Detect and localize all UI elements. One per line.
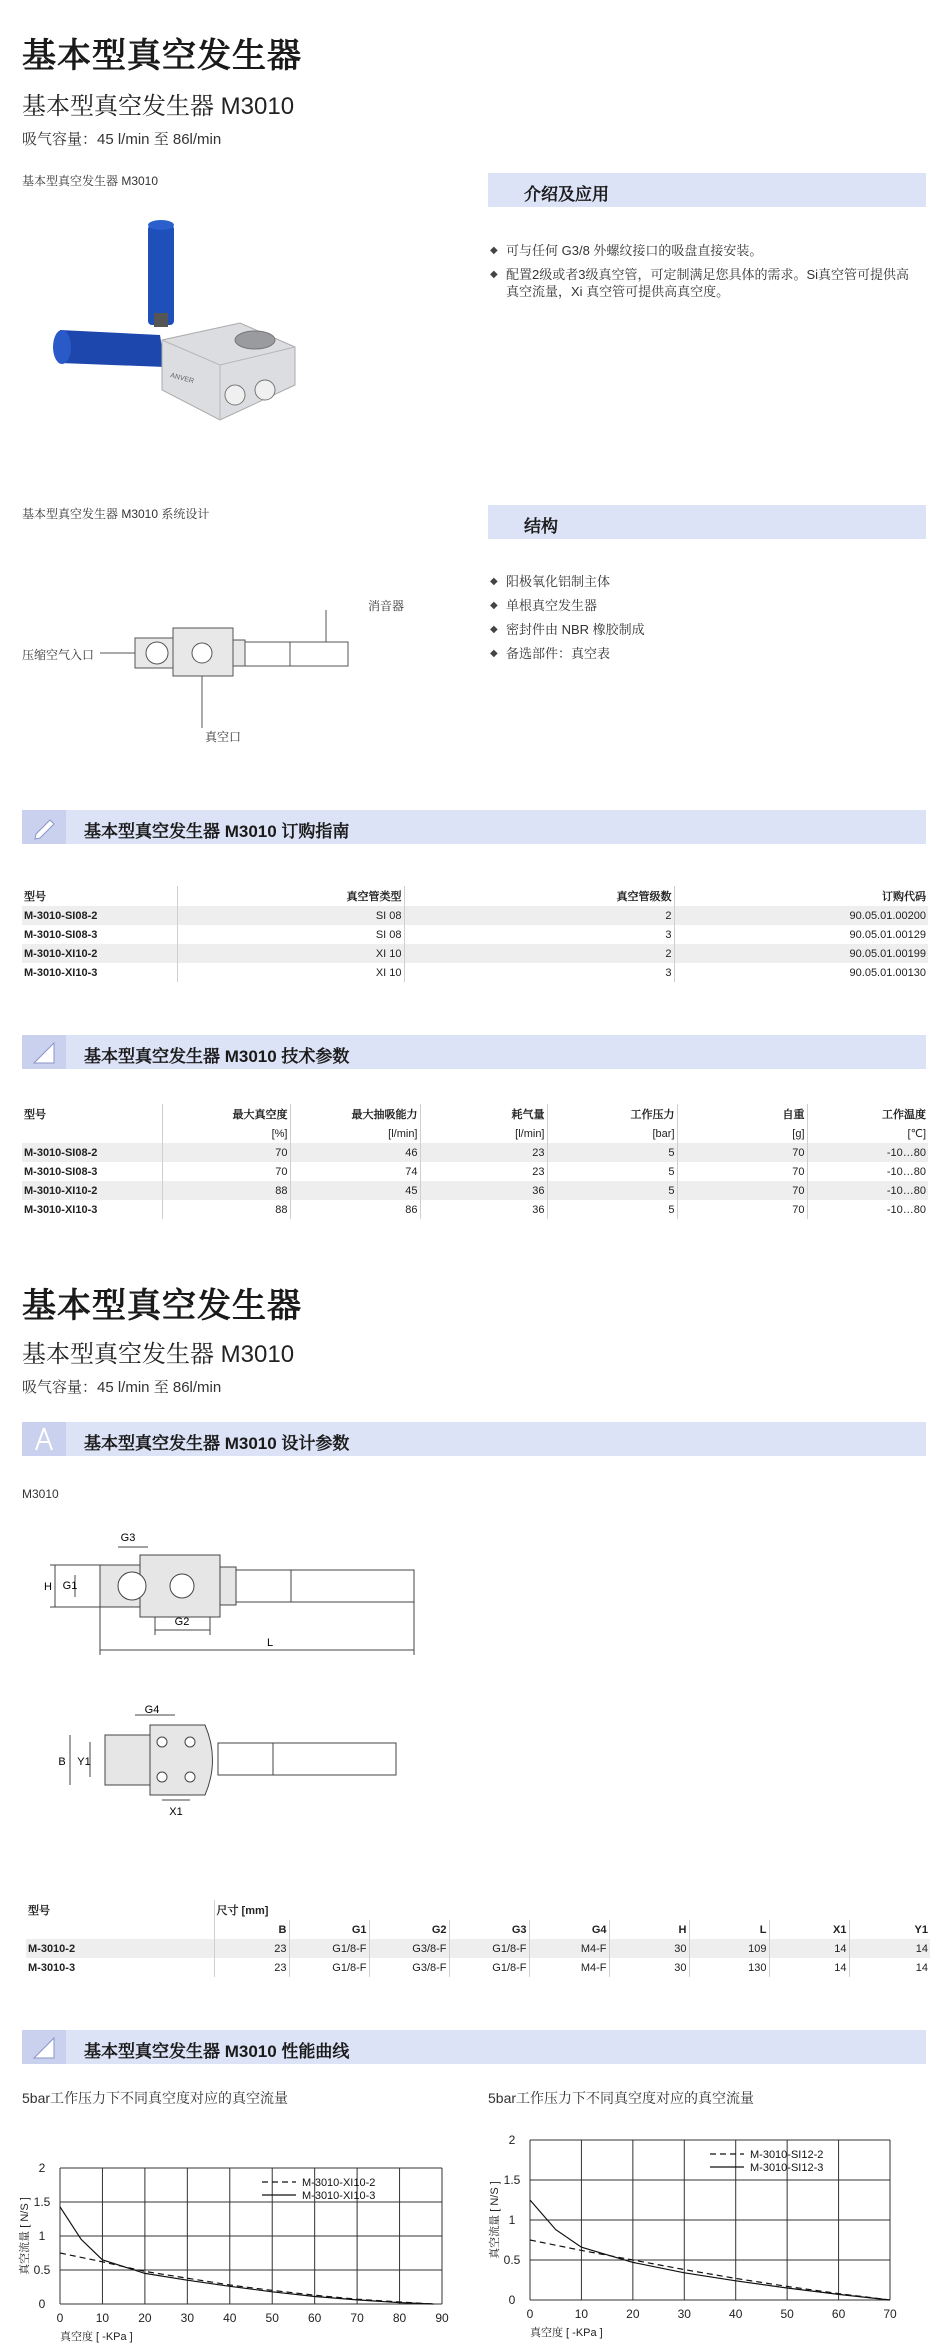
table-row: M-3010-SI08-3 SI 08 3 90.05.01.00129 (22, 925, 928, 944)
design-header-dims: 尺寸 [mm] (214, 1900, 930, 1920)
x-tick-label: 50 (780, 2307, 794, 2321)
design-col: L (689, 1920, 769, 1939)
performance-chart-2 (488, 2130, 928, 2344)
y-tick-label: 0 (38, 2297, 46, 2311)
dim-label-b: B (58, 1756, 66, 1768)
legend-label: M-3010-SI12-3 (750, 2162, 824, 2174)
compass-icon (22, 1422, 66, 1456)
intro-bullet: ◆ 配置2级或者3级真空管，可定制满足您具体的需求。Si真空管可提供高真空流量，Xi 真空管可提供高真空度。 (490, 266, 920, 300)
x-tick-label: 70 (350, 2311, 364, 2325)
tech-table (22, 1104, 928, 1219)
y-tick-label: 1 (508, 2213, 516, 2227)
table-row: M-3010-XI10-2 XI 10 2 90.05.01.00199 (22, 944, 928, 963)
legend-label: M-3010-SI12-2 (750, 2149, 824, 2161)
x-tick-label: 40 (729, 2307, 743, 2321)
y-tick-label: 1.5 (503, 2173, 521, 2187)
structure-bullet: ◆ 单根真空发生器 (490, 597, 920, 614)
dim-label-x1: X1 (169, 1806, 183, 1818)
design-caption: M3010 (22, 1487, 59, 1501)
x-tick-label: 60 (307, 2311, 322, 2325)
x-tick-label: 20 (138, 2311, 152, 2325)
muffler (290, 642, 348, 666)
table-row: M-3010-SI08-3 70 74 23 5 70 -10…80 (22, 1162, 928, 1181)
y-tick-label: 1 (38, 2229, 46, 2243)
tech-header: 自重 (677, 1104, 807, 1124)
tech-header: 最大真空度 (162, 1104, 290, 1124)
legend-label: M-3010-XI10-2 (302, 2177, 376, 2189)
structure-title: 结构 (524, 517, 558, 536)
series-line (530, 2200, 890, 2300)
unit-label: [l/min] (290, 1124, 420, 1143)
x-tick-label: 50 (265, 2311, 279, 2325)
design-col: Y1 (849, 1920, 930, 1939)
order-bar (22, 810, 926, 844)
series-line (530, 2240, 890, 2300)
capacity-text-2: 吸气容量：45 l/min 至 86l/min (22, 1379, 222, 1396)
structure-bar (488, 505, 926, 539)
product-image (50, 205, 330, 450)
table-row: M-3010-2 23 G1/8-F G3/8-F G1/8-F M4-F 30 109 14 14 (26, 1939, 930, 1958)
y-axis-label: 真空流量 [ N/S ] (19, 2197, 31, 2275)
table-row: M-3010-SI08-2 70 46 23 5 70 -10…80 (22, 1143, 928, 1162)
x-axis-label: 真空度 [ -KPa ] (530, 2327, 603, 2339)
x-tick-label: 20 (626, 2307, 640, 2321)
series-line (60, 2253, 434, 2304)
performance-title: 基本型真空发生器 M3010 性能曲线 (84, 2042, 350, 2061)
x-tick-label: 30 (180, 2311, 195, 2325)
dim-label-l: L (266, 1637, 274, 1649)
tech-header: 工作压力 (547, 1104, 677, 1124)
capacity-text: 吸气容量：45 l/min 至 86l/min (22, 131, 222, 148)
x-tick-label: 10 (95, 2311, 110, 2325)
design-col: G1 (289, 1920, 369, 1939)
product-title: 基本型真空发生器 M3010 (22, 93, 295, 120)
unit-label: [℃] (807, 1124, 928, 1143)
intro-bullets (490, 242, 920, 307)
tech-header: 型号 (24, 1109, 46, 1121)
x-tick-label: 0 (526, 2307, 534, 2321)
structure-bullet: ◆ 阳极氧化铝制主体 (490, 573, 920, 590)
x-tick-label: 70 (883, 2307, 897, 2321)
unit-label: [%] (162, 1124, 290, 1143)
y-tick-label: 2 (508, 2133, 516, 2147)
performance-bar (22, 2030, 926, 2064)
vacuum-port (192, 643, 212, 663)
x-tick-label: 10 (574, 2307, 589, 2321)
tube-top (148, 220, 174, 230)
chart-2-title: 5bar工作压力下不同真空度对应的真空流量 (488, 2090, 755, 2106)
top-port (235, 331, 275, 349)
design-col: H (609, 1920, 689, 1939)
unit-label: [g] (677, 1124, 807, 1143)
chart-1-title: 5bar工作压力下不同真空度对应的真空流量 (22, 2090, 289, 2106)
pencil-icon (22, 810, 66, 844)
aluminium-body (162, 323, 295, 420)
product-title-2: 基本型真空发生器 M3010 (22, 1341, 295, 1368)
tube-thread (154, 313, 168, 327)
design-col: G4 (529, 1920, 609, 1939)
page-title-2: 基本型真空发生器 (22, 1287, 302, 1325)
order-header: 真空管级数 (404, 886, 674, 906)
x-tick-label: 0 (56, 2311, 64, 2325)
unit-label: [bar] (547, 1124, 677, 1143)
dim-label-g2: G2 (174, 1616, 190, 1628)
order-header: 真空管类型 (177, 886, 404, 906)
performance-chart-1 (19, 2160, 462, 2344)
side-port-2 (255, 380, 275, 400)
x-tick-label: 30 (677, 2307, 691, 2321)
intro-title: 介绍及应用 (524, 185, 609, 204)
order-table (22, 886, 928, 982)
design-bar (22, 1422, 926, 1456)
table-row: M-3010-XI10-3 88 86 36 5 70 -10…80 (22, 1200, 928, 1219)
x-tick-label: 90 (435, 2311, 449, 2325)
design-col: G2 (369, 1920, 449, 1939)
structure-bullet: ◆ 备选部件：真空表 (490, 645, 920, 662)
design-header-model: 型号 (28, 1905, 50, 1917)
product-caption: 基本型真空发生器 M3010 (22, 174, 159, 188)
table-row: M-3010-XI10-3 XI 10 3 90.05.01.00130 (22, 963, 928, 982)
system-caption: 基本型真空发生器 M3010 系统设计 (22, 507, 210, 521)
order-title: 基本型真空发生器 M3010 订购指南 (84, 822, 350, 841)
body-logo: ANVER (169, 372, 195, 386)
unit-label: [l/min] (420, 1124, 547, 1143)
chart-icon (22, 2030, 66, 2064)
structure-bullets (490, 573, 920, 669)
design-title: 基本型真空发生器 M3010 设计参数 (84, 1434, 350, 1453)
order-header: 订购代码 (674, 886, 928, 906)
design-col: G3 (449, 1920, 529, 1939)
y-tick-label: 0 (508, 2293, 516, 2307)
label-air-inlet: 压缩空气入口 (22, 648, 95, 662)
y-tick-label: 2 (38, 2161, 46, 2175)
y-tick-label: 0.5 (33, 2263, 51, 2277)
tech-header: 最大抽吸能力 (290, 1104, 420, 1124)
dim-label-y1: Y1 (77, 1756, 91, 1768)
label-muffler: 消音器 (368, 599, 405, 613)
y-tick-label: 1.5 (33, 2195, 51, 2209)
dim-label-g3: G3 (120, 1532, 136, 1544)
table-row: M-3010-3 23 G1/8-F G3/8-F G1/8-F M4-F 30 130 14 14 (26, 1958, 930, 1977)
structure-bullet: ◆ 密封件由 NBR 橡胶制成 (490, 621, 920, 638)
tech-bar (22, 1035, 926, 1069)
x-tick-label: 80 (392, 2311, 407, 2325)
y-axis-label: 真空流量 [ N/S ] (489, 2181, 501, 2259)
intro-bar (488, 173, 926, 207)
intro-bullet: ◆ 可与任何 G3/8 外螺纹接口的吸盘直接安装。 (490, 242, 920, 259)
table-row: M-3010-XI10-2 88 45 36 5 70 -10…80 (22, 1181, 928, 1200)
dim-label-g4: G4 (144, 1704, 160, 1716)
x-axis-label: 真空度 [ -KPa ] (60, 2331, 133, 2343)
dim-label-g1: G1 (62, 1580, 78, 1592)
page-title: 基本型真空发生器 (22, 37, 302, 75)
design-col: B (214, 1920, 289, 1939)
tech-header: 耗气量 (420, 1104, 547, 1124)
side-port-1 (225, 385, 245, 405)
x-tick-label: 60 (831, 2307, 846, 2321)
dim-label-h: H (44, 1581, 52, 1593)
air-inlet-port (146, 642, 168, 664)
design-col: X1 (769, 1920, 849, 1939)
label-vacuum-port: 真空口 (205, 730, 242, 744)
horizontal-tube (60, 330, 165, 367)
tech-title: 基本型真空发生器 M3010 技术参数 (84, 1047, 350, 1066)
x-tick-label: 40 (223, 2311, 237, 2325)
tech-header: 工作温度 (807, 1104, 928, 1124)
design-table (26, 1900, 930, 1977)
order-header: 型号 (24, 891, 46, 903)
ruler-icon (22, 1035, 66, 1069)
dimension-drawing (40, 1525, 460, 1835)
series-line (60, 2207, 434, 2304)
table-row: M-3010-SI08-2 SI 08 2 90.05.01.00200 (22, 906, 928, 925)
legend-label: M-3010-XI10-3 (302, 2190, 376, 2202)
y-tick-label: 0.5 (503, 2253, 521, 2267)
vertical-tube (148, 225, 174, 325)
